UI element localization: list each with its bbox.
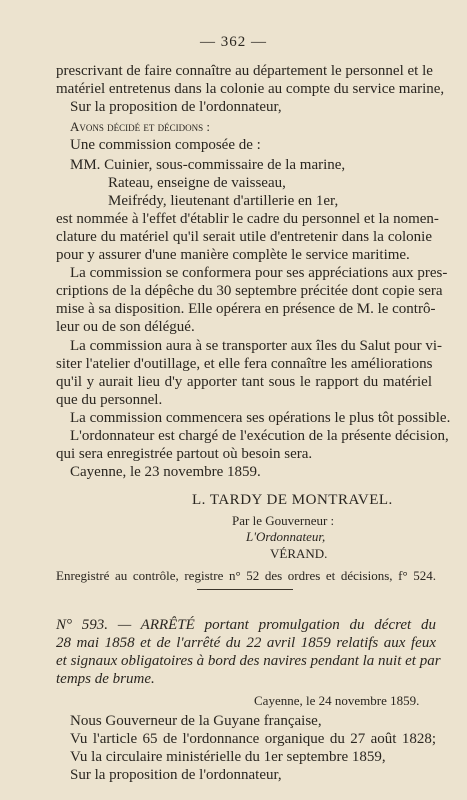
member-line: Rateau, enseigne de vaisseau, <box>108 175 286 191</box>
text-line: Sur la proposition de l'ordonnateur, <box>70 99 282 115</box>
text-line: L'ordonnateur est chargé de l'exécution de la présente décision, <box>70 428 449 444</box>
text-line: La commission commencera ses opérations le plus tôt possible. <box>70 410 451 426</box>
text-line: mise à sa disposition. Elle opérera en présence de M. le contrô- <box>56 301 436 317</box>
text-line: Une commission composée de : <box>70 137 261 153</box>
registration-note: Enregistré au contrôle, registre n° 52 des ordres et décisions, f° 524. <box>56 568 436 583</box>
signature-name-2: VÉRAND. <box>270 546 328 561</box>
decree-heading: N° 593. — ARRÊTÉ portant promulgation du décret du <box>56 617 436 633</box>
separator-rule <box>197 589 293 590</box>
text-line: La commission se conformera pour ses appréciations aux pres- <box>70 265 448 281</box>
text-line: Sur la proposition de l'ordonnateur, <box>70 767 282 783</box>
date-line: Cayenne, le 23 novembre 1859. <box>70 464 261 480</box>
section-heading: Avons décidé et décidons : <box>70 119 210 134</box>
text-line: Vu l'article 65 de l'ordonnance organique du 27 août 1828; <box>70 731 436 747</box>
decree-heading: et signaux obligatoires à bord des navires pendant la nuit et par <box>56 653 441 669</box>
signature-role: L'Ordonnateur, <box>246 529 326 544</box>
text-line: criptions de la dépêche du 30 septembre précitée dont copie sera <box>56 283 443 299</box>
text-line: prescrivant de faire connaître au département le personnel et le <box>56 63 433 79</box>
text-line: qu'il y aurait lieu d'y apporter tant sous le rapport du matériel <box>56 374 432 390</box>
decree-heading: temps de brume. <box>56 671 155 687</box>
text-line: matériel entretenus dans la colonie au compte du service marine, <box>56 81 445 97</box>
text-line: siter l'atelier d'outillage, et elle fera connaître les améliorations <box>56 356 433 372</box>
decree-heading: 28 mai 1858 et de l'arrêté du 22 avril 1859 relatifs aux feux <box>56 635 436 651</box>
text-line: clature du matériel qu'il serait utile d'entretenir dans la colonie <box>56 229 432 245</box>
member-line: Meifrédy, lieutenant d'artillerie en 1er, <box>108 193 339 209</box>
member-line: MM. Cuinier, sous-commissaire de la marine, <box>70 157 346 173</box>
text-line: que du personnel. <box>56 392 163 408</box>
text-line: leur ou de son délégué. <box>56 319 195 335</box>
text-line: pour y assurer d'une manière complète le service maritime. <box>56 247 410 263</box>
page-number: — 362 — <box>200 34 267 50</box>
text-line: est nommée à l'effet d'établir le cadre du personnel et la nomen- <box>56 211 439 227</box>
text-line: La commission aura à se transporter aux îles du Salut pour vi- <box>70 338 442 354</box>
signature-name: L. TARDY DE MONTRAVEL. <box>192 492 393 508</box>
signature-title: Par le Gouverneur : <box>232 513 335 528</box>
text-line: qui sera enregistrée partout où besoin sera. <box>56 446 313 462</box>
date-line: Cayenne, le 24 novembre 1859. <box>254 693 420 708</box>
text-line: Nous Gouverneur de la Guyane française, <box>70 713 322 729</box>
text-line: Vu la circulaire ministérielle du 1er septembre 1859, <box>70 749 386 765</box>
